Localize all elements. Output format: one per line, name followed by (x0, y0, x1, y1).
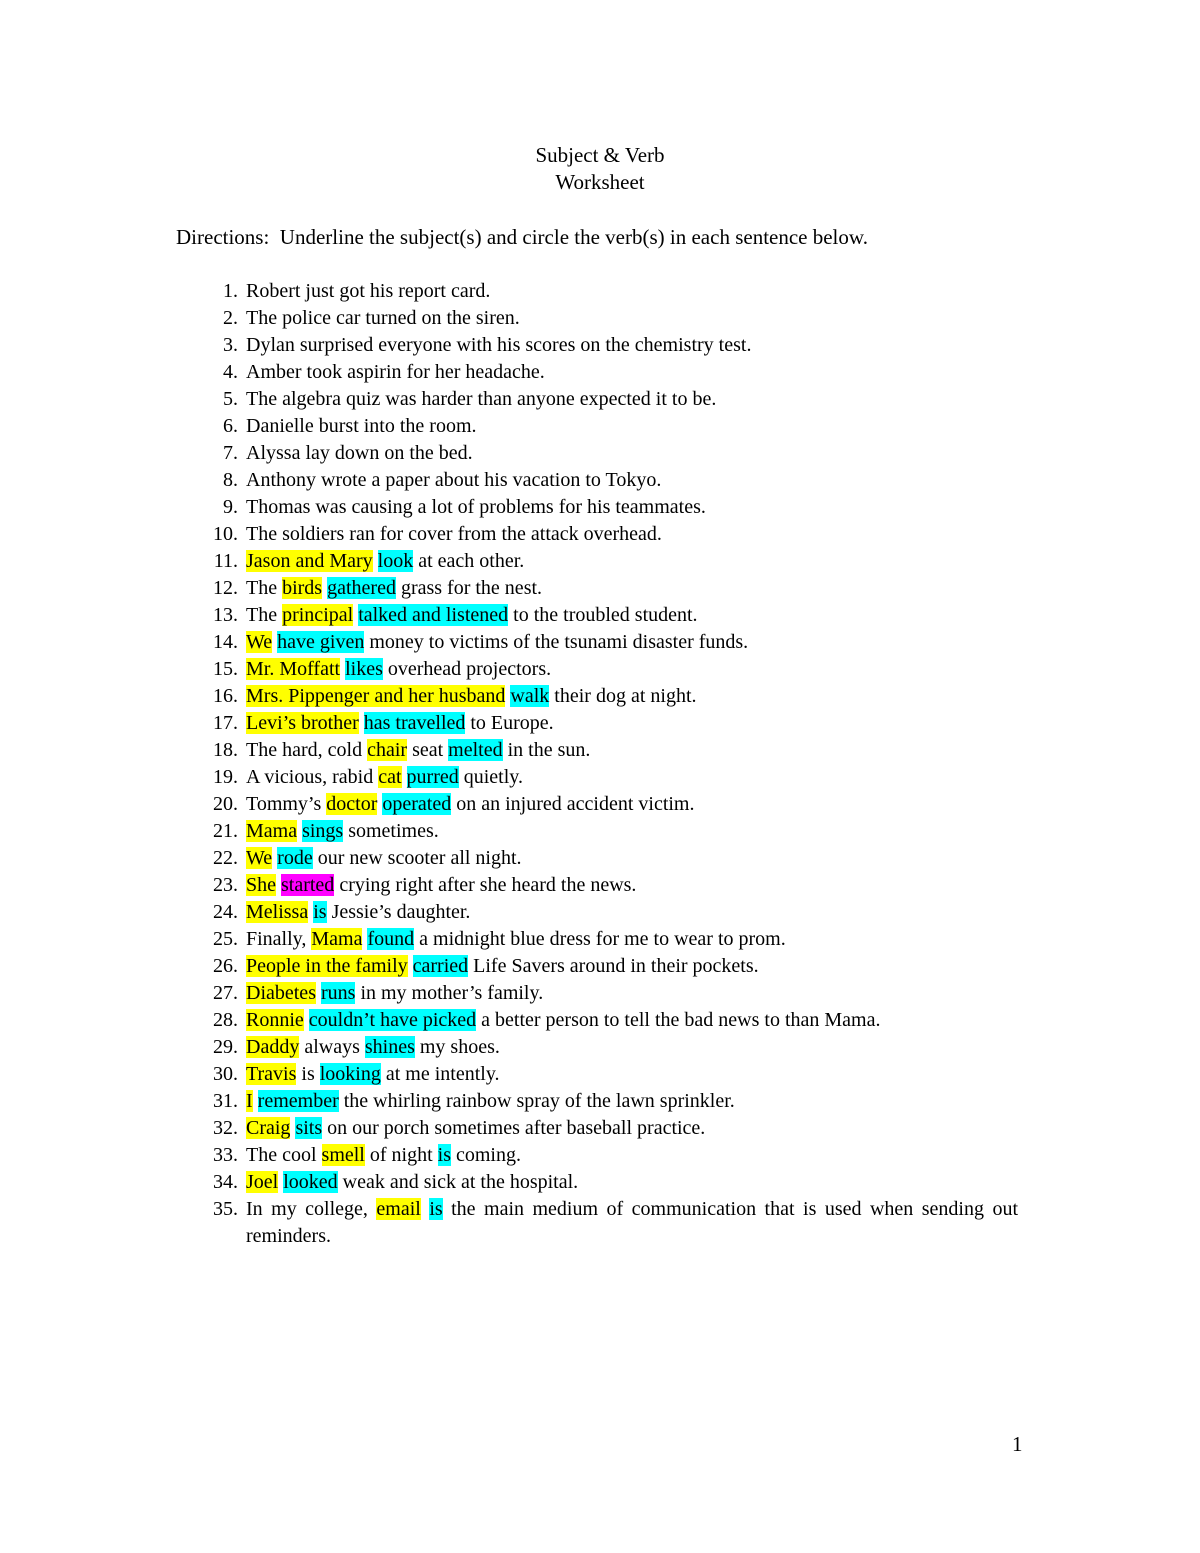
subject-highlight: We (246, 631, 273, 653)
verb-highlight: talked and listened (358, 604, 509, 626)
list-item (0, 494, 1200, 521)
item-sentence (246, 1196, 1018, 1250)
list-item (0, 791, 1200, 818)
list-item (0, 899, 1200, 926)
item-number: 27. (213, 982, 238, 1004)
sentence-text: The soldiers ran for cover from the attack overhead. (246, 523, 662, 545)
verb-highlight: sits (295, 1117, 323, 1139)
subject-highlight: principal (282, 604, 354, 626)
sentence-text (408, 955, 413, 977)
list-item (0, 440, 1200, 467)
subject-highlight: smell (321, 1144, 365, 1166)
sentence-text: Amber took aspirin for her headache. (246, 361, 545, 383)
list-item (0, 764, 1200, 791)
sentence-text: to the troubled student. (508, 604, 698, 626)
item-sentence (246, 278, 490, 305)
subject-highlight: Craig (246, 1117, 291, 1139)
subject-highlight: Jason and Mary (246, 550, 373, 572)
subject-highlight: Levi’s brother (246, 712, 359, 734)
verb-highlight: likes (345, 658, 383, 680)
sentence-text: on an injured accident victim. (451, 793, 695, 815)
list-item (0, 737, 1200, 764)
item-number: 30. (213, 1063, 238, 1085)
list-item (0, 683, 1200, 710)
verb-highlight: has travelled (363, 712, 466, 734)
list-item (0, 1088, 1200, 1115)
sentence-text (373, 550, 378, 572)
item-sentence (246, 791, 695, 818)
item-sentence (246, 629, 748, 656)
verb-highlight: purred (406, 766, 459, 788)
item-number: 21. (213, 820, 238, 842)
item-number: 35. (213, 1198, 238, 1220)
item-sentence (246, 332, 751, 359)
sentence-text: quietly. (458, 766, 523, 788)
item-number: 5. (223, 388, 238, 410)
item-sentence (246, 1034, 500, 1061)
list-item (0, 953, 1200, 980)
item-sentence (246, 521, 662, 548)
item-sentence (246, 899, 470, 926)
subject-highlight: cat (378, 766, 402, 788)
item-number: 4. (223, 361, 238, 383)
item-sentence (246, 548, 524, 575)
item-number: 2. (223, 307, 238, 329)
subject-highlight: She (246, 874, 276, 896)
list-item (0, 305, 1200, 332)
sentence-text: The (246, 604, 283, 626)
sentence-text: weak and sick at the hospital. (337, 1171, 579, 1193)
sentence-text: is (296, 1063, 320, 1085)
sentence-text: Anthony wrote a paper about his vacation to Tokyo. (246, 469, 662, 491)
subject-highlight: doctor (326, 793, 378, 815)
list-item (0, 467, 1200, 494)
subject-highlight: Mama (311, 928, 363, 950)
sentence-text (402, 766, 407, 788)
subject-highlight: Joel (246, 1171, 279, 1193)
list-item (0, 548, 1200, 575)
item-sentence (246, 710, 554, 737)
list-item (0, 413, 1200, 440)
sentence-text: Robert just got his report card. (246, 280, 491, 302)
item-sentence (246, 683, 697, 710)
sentence-text: Danielle burst into the room. (246, 415, 477, 437)
list-item (0, 1115, 1200, 1142)
item-sentence (246, 440, 473, 467)
item-sentence (246, 575, 542, 602)
item-number: 32. (213, 1117, 238, 1139)
verb-highlight: operated (382, 793, 452, 815)
list-item (0, 1142, 1200, 1169)
item-number: 25. (213, 928, 238, 950)
item-number: 13. (213, 604, 238, 626)
list-item (0, 521, 1200, 548)
item-number: 9. (223, 496, 238, 518)
sentence-text: seat (407, 739, 449, 761)
item-number: 16. (213, 685, 238, 707)
sentence-text: The police car turned on the siren. (246, 307, 520, 329)
sentence-text: our new scooter all night. (312, 847, 522, 869)
item-number: 12. (213, 577, 238, 599)
list-item (0, 926, 1200, 953)
item-number: 34. (213, 1171, 238, 1193)
subject-highlight: We (246, 847, 273, 869)
verb-highlight: gathered (327, 577, 396, 599)
item-sentence (246, 413, 477, 440)
item-number: 26. (213, 955, 238, 977)
list-item (0, 818, 1200, 845)
sentence-text: at each other. (413, 550, 525, 572)
title-line-2: Worksheet (555, 170, 645, 194)
list-item (0, 872, 1200, 899)
item-number: 7. (223, 442, 238, 464)
sentence-text: Finally, (246, 928, 312, 950)
item-number: 19. (213, 766, 238, 788)
sentence-text: The algebra quiz was harder than anyone expected it to be. (246, 388, 717, 410)
sentence-list (0, 278, 1200, 1250)
sentence-text: the main medium of communication that is used when sending out reminders. (246, 1198, 1018, 1247)
item-sentence (246, 1169, 578, 1196)
sentence-text: of night (364, 1144, 438, 1166)
subject-highlight: Mrs. Pippenger and her husband (246, 685, 506, 707)
item-sentence (246, 1115, 705, 1142)
item-number: 14. (213, 631, 238, 653)
item-number: 11. (213, 550, 238, 572)
sentence-text: in my mother’s family. (355, 982, 544, 1004)
list-item (0, 278, 1200, 305)
sentence-text: In my college, (246, 1198, 377, 1220)
sentence-text: my shoes. (414, 1036, 500, 1058)
sentence-text: coming. (451, 1144, 521, 1166)
verb-highlight: melted (448, 739, 503, 761)
item-sentence (246, 764, 523, 791)
item-number: 8. (223, 469, 238, 491)
subject-highlight: Travis (246, 1063, 297, 1085)
item-number: 10. (213, 523, 238, 545)
item-number: 29. (213, 1036, 238, 1058)
list-item (0, 575, 1200, 602)
sentence-text: Thomas was causing a lot of problems for his teammates. (246, 496, 706, 518)
sentence-text: A vicious, rabid (246, 766, 379, 788)
verb-highlight: look (377, 550, 414, 572)
item-number: 28. (213, 1009, 238, 1031)
sentence-text: The (246, 577, 283, 599)
directions: Directions: Underline the subject(s) and circle the verb(s) in each sentence below. (176, 225, 868, 249)
sentence-text: The hard, cold (246, 739, 368, 761)
item-sentence (246, 602, 698, 629)
subject-highlight: birds (282, 577, 323, 599)
list-item (0, 1196, 1200, 1250)
item-number: 1. (223, 280, 238, 302)
verb-highlight: shines (364, 1036, 415, 1058)
sentence-text: at me intently. (380, 1063, 500, 1085)
verb-highlight: runs (320, 982, 356, 1004)
list-item (0, 1061, 1200, 1088)
item-sentence (246, 494, 706, 521)
sentence-text: money to victims of the tsunami disaster funds. (364, 631, 749, 653)
sentence-text: Dylan surprised everyone with his scores on the chemistry test. (246, 334, 752, 356)
item-sentence (246, 926, 786, 953)
sentence-text: a better person to tell the bad news to than Mama. (476, 1009, 881, 1031)
sentence-text: Alyssa lay down on the bed. (246, 442, 473, 464)
verb-highlight: is (313, 901, 327, 923)
verb-highlight: walk (510, 685, 550, 707)
sentence-text: Life Savers around in their pockets. (468, 955, 759, 977)
sentence-text: The cool (246, 1144, 322, 1166)
item-sentence (246, 305, 520, 332)
verb-highlight: rode (277, 847, 313, 869)
item-number: 31. (213, 1090, 238, 1112)
list-item (0, 1169, 1200, 1196)
sentence-text: to Europe. (465, 712, 554, 734)
sentence-text: always (299, 1036, 365, 1058)
list-item (0, 1034, 1200, 1061)
item-sentence (246, 737, 590, 764)
sentence-text: Jessie’s daughter. (326, 901, 471, 923)
item-number: 3. (223, 334, 238, 356)
subject-highlight: Melissa (246, 901, 309, 923)
item-sentence (246, 386, 716, 413)
item-number: 24. (213, 901, 238, 923)
verb-highlight: found (367, 928, 415, 950)
list-item (0, 1007, 1200, 1034)
item-sentence (246, 845, 522, 872)
verb-highlight: looked (283, 1171, 338, 1193)
list-item (0, 656, 1200, 683)
subject-highlight: People in the family (246, 955, 408, 977)
sentence-text (359, 712, 364, 734)
sentence-text: a midnight blue dress for me to wear to prom. (414, 928, 786, 950)
item-number: 6. (223, 415, 238, 437)
item-sentence (246, 1061, 500, 1088)
subject-highlight: Daddy (246, 1036, 300, 1058)
item-sentence (246, 1142, 521, 1169)
subject-highlight: Mr. Moffatt (246, 658, 341, 680)
title-line-1: Subject & Verb (535, 143, 665, 167)
item-sentence (246, 656, 551, 683)
list-item (0, 332, 1200, 359)
item-number: 22. (213, 847, 238, 869)
item-number: 33. (213, 1144, 238, 1166)
verb-highlight: remember (257, 1090, 339, 1112)
subject-highlight: Diabetes (246, 982, 316, 1004)
subject-highlight: chair (367, 739, 408, 761)
subject-highlight: Ronnie (246, 1009, 304, 1031)
verb-highlight: is (437, 1144, 451, 1166)
sentence-text (253, 1090, 258, 1112)
item-sentence (246, 872, 636, 899)
item-number: 15. (213, 658, 238, 680)
list-item (0, 845, 1200, 872)
sentence-text: in the sun. (502, 739, 591, 761)
page-number: 1 (1012, 1432, 1023, 1456)
subject-highlight: Mama (246, 820, 298, 842)
sentence-text: Tommy’s (246, 793, 327, 815)
subject-highlight: I (246, 1090, 253, 1112)
sentence-text: crying right after she heard the news. (334, 874, 637, 896)
list-item (0, 602, 1200, 629)
verb-highlight: looking (319, 1063, 381, 1085)
item-sentence (246, 818, 439, 845)
verb-highlight-magenta: started (281, 874, 335, 896)
list-item (0, 629, 1200, 656)
item-number: 17. (213, 712, 238, 734)
item-number: 23. (213, 874, 238, 896)
item-number: 18. (213, 739, 238, 761)
verb-highlight: have given (277, 631, 365, 653)
item-sentence (246, 953, 759, 980)
item-sentence (246, 1088, 735, 1115)
sentence-text: on our porch sometimes after baseball practice. (322, 1117, 706, 1139)
verb-highlight: sings (302, 820, 344, 842)
subject-highlight: email (376, 1198, 421, 1220)
verb-highlight: is (429, 1198, 443, 1220)
verb-highlight: carried (412, 955, 469, 977)
sentence-text: grass for the nest. (395, 577, 543, 599)
item-sentence (246, 980, 543, 1007)
item-sentence (246, 359, 545, 386)
item-sentence (246, 1007, 880, 1034)
sentence-text: overhead projectors. (382, 658, 552, 680)
list-item (0, 980, 1200, 1007)
item-number: 20. (213, 793, 238, 815)
sentence-text: their dog at night. (549, 685, 697, 707)
item-sentence (246, 467, 661, 494)
sentence-text: sometimes. (343, 820, 439, 842)
list-item (0, 710, 1200, 737)
verb-highlight: couldn’t have picked (308, 1009, 477, 1031)
sentence-text: the whirling rainbow spray of the lawn sprinkler. (338, 1090, 735, 1112)
list-item (0, 359, 1200, 386)
list-item (0, 386, 1200, 413)
